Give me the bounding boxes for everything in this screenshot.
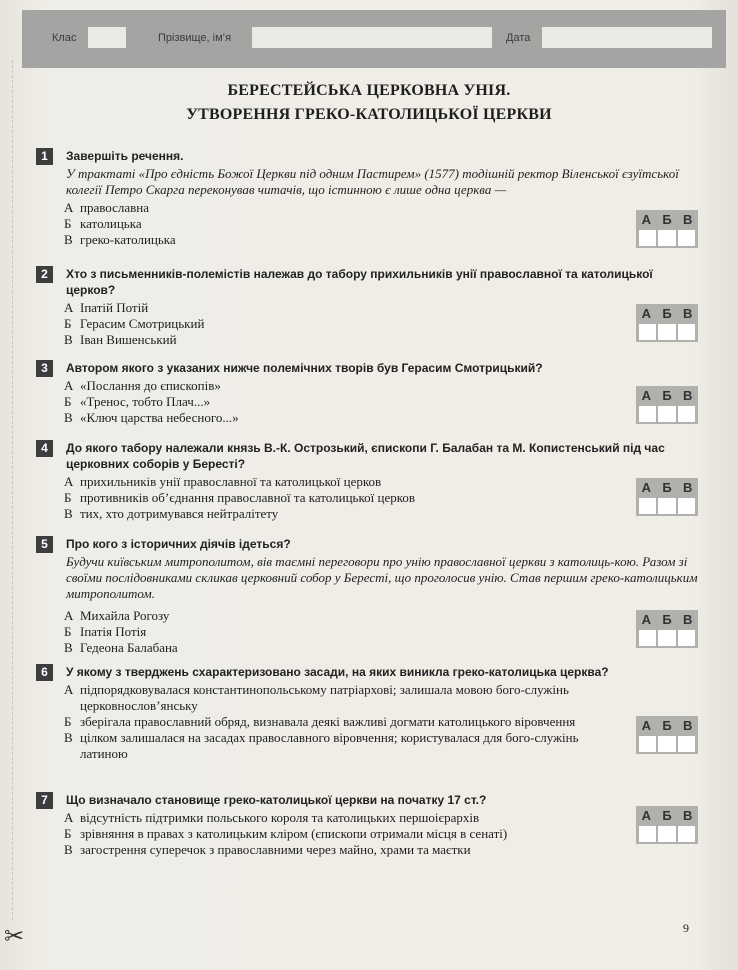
option-text: підпорядковувалася константинопольському патріархові; залишала мовою бого-служінь церковнослов’янську xyxy=(80,682,569,713)
question-number: 5 xyxy=(36,536,53,553)
answer-box-a[interactable] xyxy=(639,498,656,514)
option-letter: В xyxy=(64,640,73,655)
option-letter: А xyxy=(64,300,74,315)
answer-grid xyxy=(636,716,698,754)
answer-header-c: В xyxy=(682,808,693,823)
option-c xyxy=(64,332,700,348)
option-letter: Б xyxy=(64,394,72,409)
option-text: Герасим Смотрицький xyxy=(80,316,205,331)
option-b xyxy=(64,490,700,506)
answer-grid xyxy=(636,386,698,424)
answer-box-c[interactable] xyxy=(678,826,695,842)
name-label: Прізвище, ім’я xyxy=(158,32,232,44)
answer-box-a[interactable] xyxy=(639,736,656,752)
question-6 xyxy=(36,664,700,762)
option-a xyxy=(64,810,624,826)
scissors-icon: ✂ xyxy=(4,924,25,950)
option-text: загострення суперечок з православними через майно, храми та маєтки xyxy=(80,842,471,857)
answer-box-b[interactable] xyxy=(658,826,675,842)
option-letter: В xyxy=(64,506,73,521)
question-1 xyxy=(36,148,700,248)
answer-header-b: Б xyxy=(662,480,672,495)
option-text: католицька xyxy=(80,216,142,231)
answer-box-a[interactable] xyxy=(639,406,656,422)
option-text: зберігала православний обряд, визнавала деякі важливі догмати католицького віровчення xyxy=(80,714,576,729)
option-text: противників об’єднання православної та католицької церков xyxy=(80,490,416,505)
answer-header-b: Б xyxy=(662,718,672,733)
question-number: 2 xyxy=(36,266,53,283)
question-text: У якому з тверджень схарактеризовано засади, на яких виникла греко-католицька церква? xyxy=(66,665,609,679)
option-text: «Тренос, тобто Плач...» xyxy=(80,394,211,409)
option-text: Іпатія Потія xyxy=(80,624,147,639)
answer-header-c: В xyxy=(682,306,693,321)
cut-line xyxy=(12,60,13,920)
answer-box-c[interactable] xyxy=(678,324,695,340)
answer-box-c[interactable] xyxy=(678,230,695,246)
option-c xyxy=(64,640,700,656)
answer-box-c[interactable] xyxy=(678,406,695,422)
student-info-header xyxy=(22,10,726,68)
question-4 xyxy=(36,440,700,522)
question-5 xyxy=(36,536,700,656)
answer-header-a: А xyxy=(641,718,652,733)
option-letter: Б xyxy=(64,490,72,505)
answer-box-b[interactable] xyxy=(658,230,675,246)
answer-box-a[interactable] xyxy=(639,324,656,340)
option-letter: А xyxy=(64,474,74,489)
option-a xyxy=(64,608,700,624)
page-title-line2: УТВОРЕННЯ ГРЕКО-КАТОЛИЦЬКОЇ ЦЕРКВИ xyxy=(186,106,552,123)
option-text: зрівняння в правах з католицьким кліром (єпископи отримали місця в сенаті) xyxy=(80,826,508,841)
answer-box-b[interactable] xyxy=(658,736,675,752)
question-number: 4 xyxy=(36,440,53,457)
answer-header-a: А xyxy=(641,480,652,495)
option-letter: Б xyxy=(64,714,72,729)
date-label: Дата xyxy=(506,32,531,44)
answer-header-b: Б xyxy=(662,612,672,627)
answer-header-b: Б xyxy=(662,212,672,227)
answer-box-c[interactable] xyxy=(678,736,695,752)
option-text: греко-католицька xyxy=(80,232,176,247)
option-b xyxy=(64,714,624,730)
answer-header-a: А xyxy=(641,306,652,321)
option-a xyxy=(64,378,700,394)
option-letter: А xyxy=(64,682,74,697)
answer-grid xyxy=(636,304,698,342)
answer-header-b: Б xyxy=(662,808,672,823)
class-label: Клас xyxy=(52,32,77,44)
answer-box-c[interactable] xyxy=(678,498,695,514)
option-c xyxy=(64,842,624,858)
answer-header-c: В xyxy=(682,388,693,403)
option-a xyxy=(64,682,624,714)
question-text: Хто з письменників-полемістів належав до табору прихильників унії православної та католицької церков? xyxy=(66,267,653,297)
page-number: 9 xyxy=(683,921,689,935)
option-letter: Б xyxy=(64,826,72,841)
answer-grid xyxy=(636,478,698,516)
question-text: Про кого з історичних діячів ідеться? xyxy=(66,537,291,551)
answer-header-a: А xyxy=(641,612,652,627)
answer-header-b: Б xyxy=(662,388,672,403)
option-letter: В xyxy=(64,332,73,347)
answer-box-a[interactable] xyxy=(639,630,656,646)
answer-header-c: В xyxy=(682,480,693,495)
option-b xyxy=(64,394,700,410)
option-text: Іван Вишенський xyxy=(80,332,177,347)
option-a xyxy=(64,300,700,316)
answer-box-b[interactable] xyxy=(658,498,675,514)
options-list xyxy=(64,378,700,426)
option-letter: В xyxy=(64,232,73,247)
question-text: Автором якого з указаних нижче полемічних творів був Герасим Смотрицький? xyxy=(66,361,543,375)
option-text: «Ключ царства небесного...» xyxy=(80,410,239,425)
answer-box-a[interactable] xyxy=(639,826,656,842)
option-c xyxy=(64,730,624,762)
option-letter: В xyxy=(64,842,73,857)
option-text: Гедеона Балабана xyxy=(80,640,178,655)
option-letter: В xyxy=(64,730,73,745)
option-text: православна xyxy=(80,200,149,215)
answer-header-b: Б xyxy=(662,306,672,321)
option-b xyxy=(64,826,624,842)
question-number: 7 xyxy=(36,792,53,809)
option-text: Іпатій Потій xyxy=(80,300,149,315)
question-number: 6 xyxy=(36,664,53,681)
option-c xyxy=(64,506,700,522)
options-list xyxy=(64,474,700,522)
option-text: відсутність підтримки польського короля та католицьких першоієрархів xyxy=(80,810,480,825)
options-list xyxy=(64,608,700,656)
option-text: тих, хто дотримувався нейтралітету xyxy=(80,506,279,521)
options-list xyxy=(64,200,700,248)
question-intro: У трактаті «Про єдність Божої Церкви під одним Пастирем» (1577) тодішній ректор Віленської єзуїтської колегії Петро Скарга переконував читачів, що істинною є лише одна церква — xyxy=(66,166,679,197)
page-title-line1: БЕРЕСТЕЙСЬКА ЦЕРКОВНА УНІЯ. xyxy=(227,82,511,99)
question-text: Завершіть речення. xyxy=(66,149,184,163)
question-number: 3 xyxy=(36,360,53,377)
options-list xyxy=(64,682,624,762)
answer-header-a: А xyxy=(641,388,652,403)
answer-header-c: В xyxy=(682,718,693,733)
option-letter: Б xyxy=(64,624,72,639)
class-field[interactable] xyxy=(88,27,126,48)
option-b xyxy=(64,316,700,332)
question-2 xyxy=(36,266,700,348)
question-7 xyxy=(36,792,700,858)
answer-header-a: А xyxy=(641,212,652,227)
answer-header-c: В xyxy=(682,212,693,227)
answer-box-b[interactable] xyxy=(658,324,675,340)
answer-header-a: А xyxy=(641,808,652,823)
answer-box-b[interactable] xyxy=(658,630,675,646)
answer-grid xyxy=(636,806,698,844)
option-text: «Послання до єпископів» xyxy=(80,378,221,393)
question-3 xyxy=(36,360,700,426)
option-letter: Б xyxy=(64,316,72,331)
option-letter: А xyxy=(64,608,74,623)
question-intro: Будучи київським митрополитом, вів таємні переговори про унію православної церкви з католиць-кою. Разом зі своїми послідовниками скликав церковний собор у Бересті, що проголосив унію. Став першим греко-католицьким митрополитом. xyxy=(66,554,698,601)
option-letter: В xyxy=(64,410,73,425)
option-letter: А xyxy=(64,200,74,215)
option-text: цілком залишалася на засадах православного віровчення; користувалася для бого-служінь латиною xyxy=(80,730,579,761)
option-a xyxy=(64,474,700,490)
option-letter: А xyxy=(64,810,74,825)
option-b xyxy=(64,624,700,640)
answer-header-c: В xyxy=(682,612,693,627)
option-a xyxy=(64,200,700,216)
question-text: Що визначало становище греко-католицької церкви на початку 17 ст.? xyxy=(66,793,487,807)
options-list xyxy=(64,300,700,348)
answer-box-c[interactable] xyxy=(678,630,695,646)
answer-grid xyxy=(636,210,698,248)
answer-box-b[interactable] xyxy=(658,406,675,422)
date-field[interactable] xyxy=(542,27,712,48)
option-c xyxy=(64,410,700,426)
option-letter: Б xyxy=(64,216,72,231)
question-text: До якого табору належали князь В.-К. Острозький, єпископи Г. Балабан та М. Копистенський під час церковних соборів у Бересті? xyxy=(66,441,665,471)
option-text: прихильників унії православної та католицької церков xyxy=(80,474,382,489)
name-field[interactable] xyxy=(252,27,492,48)
question-number: 1 xyxy=(36,148,53,165)
option-b xyxy=(64,216,700,232)
option-c xyxy=(64,232,700,248)
answer-grid xyxy=(636,610,698,648)
answer-box-a[interactable] xyxy=(639,230,656,246)
option-text: Михайла Рогозу xyxy=(80,608,170,623)
options-list xyxy=(64,810,624,858)
option-letter: А xyxy=(64,378,74,393)
